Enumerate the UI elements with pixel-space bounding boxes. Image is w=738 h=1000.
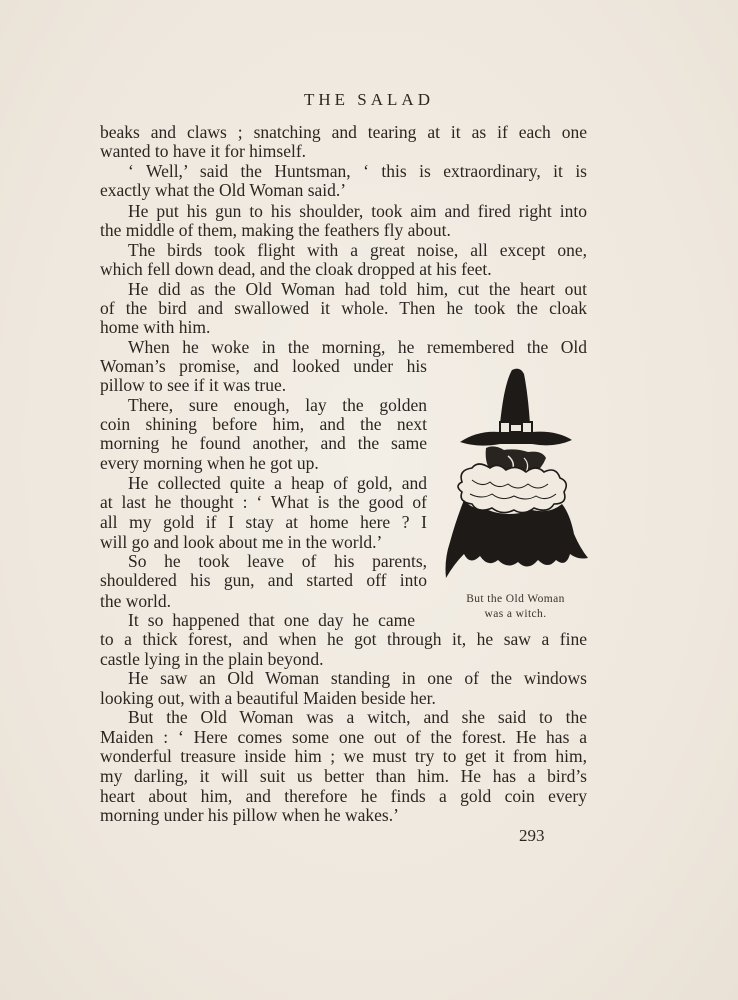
text-line: He put his gun to his shoulder, took aim and fired right into [128,201,587,221]
text-line: of the bird and swallowed it whole. Then he took the cloak [100,298,587,318]
text-line: my darling, it will suit us better than him. He has a bird’s [100,766,587,786]
text-line: pillow to see if it was true. [100,375,287,395]
text-line: heart about him, and therefore he finds a gold coin every [100,786,587,806]
text-line: When he woke in the morning, he remembered the Old [128,337,587,357]
text-line: wanted to have it for himself. [100,141,307,161]
text-line: morning under his pillow when he wakes.’ [100,805,399,825]
text-line: home with him. [100,317,211,337]
text-line: will go and look about me in the world.’ [100,532,383,552]
text-line: looking out, with a beautiful Maiden beside her. [100,688,436,708]
text-line: coin shining before him, and the next [100,414,427,434]
illustration-caption: But the Old Woman [466,593,565,605]
text-line: every morning when he got up. [100,453,319,473]
illustration-caption: was a witch. [484,608,547,620]
text-line: ‘ Well,’ said the Huntsman, ‘ this is extraordinary, it is [128,161,587,181]
text-line: He saw an Old Woman standing in one of the windows [128,668,587,688]
text-line: all my gold if I stay at home here ? I [100,512,427,532]
text-line: which fell down dead, and the cloak dropped at his feet. [100,259,492,279]
page-number: 293 [519,826,545,845]
text-line: The birds took flight with a great noise, all except one, [128,240,587,260]
text-line: the middle of them, making the feathers fly about. [100,220,451,240]
text-line: Woman’s promise, and looked under his [100,356,427,376]
text-line: There, sure enough, lay the golden [128,395,427,415]
text-line: the world. [100,591,171,611]
text-line: It so happened that one day he came [128,610,415,630]
text-line: wonderful treasure inside him ; we must try to get it from him, [100,746,587,766]
witch-illustration [438,364,588,584]
text-line: exactly what the Old Woman said.’ [100,180,347,200]
text-line: So he took leave of his parents, [128,551,427,571]
running-header: THE SALAD [304,90,434,109]
text-line: at last he thought : ‘ What is the good of [100,492,427,512]
text-line: morning he found another, and the same [100,433,427,453]
text-line: castle lying in the plain beyond. [100,649,324,669]
text-line: But the Old Woman was a witch, and she said to the [128,707,587,727]
text-line: Maiden : ‘ Here comes some one out of the forest. He has a [100,727,587,747]
text-line: shouldered his gun, and started off into [100,570,427,590]
text-line: beaks and claws ; snatching and tearing at it as if each one [100,122,587,142]
text-line: He collected quite a heap of gold, and [128,473,427,493]
text-line: He did as the Old Woman had told him, cut the heart out [128,279,587,299]
text-line: to a thick forest, and when he got through it, he saw a fine [100,629,587,649]
